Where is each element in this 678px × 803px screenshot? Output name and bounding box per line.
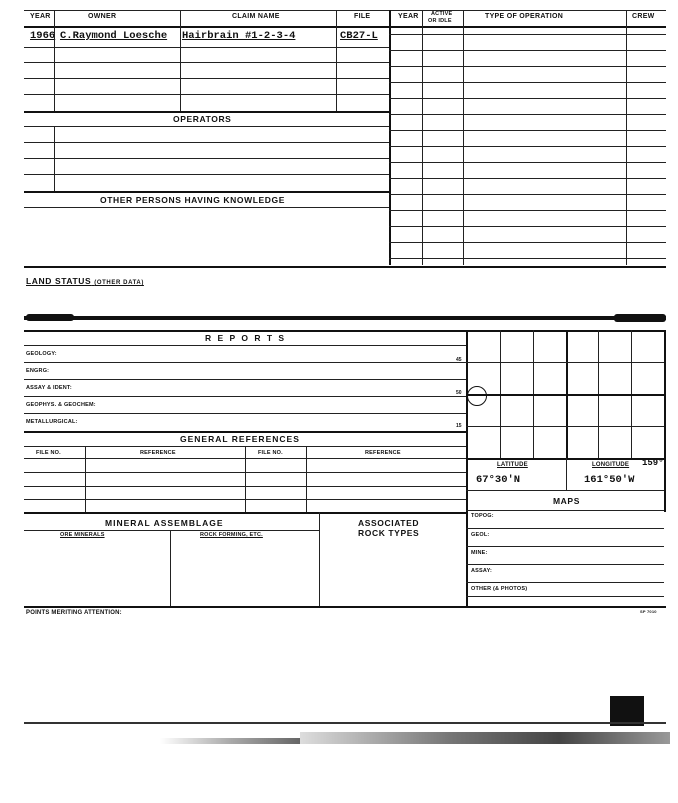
col-header-type-of-operation: TYPE OF OPERATION bbox=[485, 13, 564, 20]
maps-heading: MAPS bbox=[553, 496, 580, 506]
rule bbox=[180, 10, 181, 26]
entry-year: 1966 bbox=[30, 30, 56, 42]
ink-mark bbox=[26, 314, 74, 321]
grid-line bbox=[466, 510, 664, 511]
land-status-heading bbox=[26, 276, 144, 286]
rule bbox=[24, 379, 466, 380]
land-status-sub: (OTHER DATA) bbox=[94, 280, 144, 286]
rule bbox=[389, 178, 666, 179]
grid-line bbox=[466, 596, 664, 597]
entry-owner: C.Raymond Loesche bbox=[60, 30, 168, 42]
rule bbox=[24, 530, 319, 531]
rule bbox=[24, 345, 466, 346]
rule bbox=[54, 10, 55, 26]
ref-header-reference-2: REFERENCE bbox=[365, 450, 401, 456]
associated-rock-types-line2: ROCK TYPES bbox=[358, 528, 420, 538]
rule bbox=[389, 242, 666, 243]
rule bbox=[24, 431, 466, 433]
rule bbox=[24, 362, 466, 363]
rule bbox=[180, 26, 181, 112]
maps-other: OTHER (& PHOTOS) bbox=[471, 586, 528, 592]
grid-line bbox=[466, 564, 664, 565]
grid-line bbox=[466, 490, 664, 491]
rule bbox=[24, 142, 389, 143]
rule bbox=[24, 10, 666, 11]
ref-header-reference-1: REFERENCE bbox=[140, 450, 176, 456]
rule bbox=[54, 126, 55, 192]
rule bbox=[24, 126, 389, 127]
rule bbox=[24, 62, 389, 63]
maps-assay: ASSAY: bbox=[471, 568, 493, 574]
grid-line bbox=[466, 528, 664, 529]
maps-topog: TOPOG: bbox=[471, 513, 494, 519]
latitude-label: LATITUDE bbox=[497, 462, 528, 468]
rule bbox=[389, 162, 666, 163]
grid-line bbox=[466, 426, 664, 427]
rule bbox=[24, 78, 389, 79]
rule bbox=[24, 47, 389, 48]
rule bbox=[24, 266, 666, 268]
rule bbox=[54, 26, 55, 112]
col-header-file: FILE bbox=[354, 13, 371, 20]
land-status-label: LAND STATUS bbox=[26, 276, 92, 286]
grid-line bbox=[566, 458, 567, 490]
rule bbox=[24, 207, 389, 208]
rule bbox=[24, 94, 389, 95]
rule bbox=[24, 512, 466, 514]
points-meriting-attention: POINTS MERITING ATTENTION: bbox=[26, 610, 122, 616]
report-metallurgical: METALLURGICAL: bbox=[26, 419, 78, 425]
col-header-year-2: YEAR bbox=[398, 13, 419, 20]
report-geology: GEOLOGY: bbox=[26, 351, 57, 357]
ref-header-file-no-2: FILE NO. bbox=[258, 450, 283, 456]
col-header-owner: OWNER bbox=[88, 13, 117, 20]
rule bbox=[24, 26, 666, 28]
ore-minerals-heading: ORE MINERALS bbox=[60, 532, 105, 538]
rule bbox=[170, 530, 171, 606]
grid-line bbox=[466, 458, 664, 460]
scan-noise bbox=[160, 738, 300, 744]
maps-geol: GEOL: bbox=[471, 532, 490, 538]
grid-number-15: 15 bbox=[456, 423, 462, 429]
grid-number-50: 50 bbox=[456, 390, 462, 396]
ref-header-file-no-1: FILE NO. bbox=[36, 450, 61, 456]
rule bbox=[24, 499, 466, 500]
rule bbox=[389, 146, 666, 147]
longitude-value: 161°50'W bbox=[584, 474, 635, 486]
general-references-heading: GENERAL REFERENCES bbox=[180, 434, 300, 444]
rule bbox=[389, 114, 666, 115]
rule bbox=[24, 413, 466, 414]
grid-line bbox=[466, 582, 664, 583]
rule bbox=[306, 446, 307, 512]
rule bbox=[389, 34, 666, 35]
rule bbox=[24, 396, 466, 397]
rule bbox=[24, 330, 666, 332]
col-header-crew: CREW bbox=[632, 13, 655, 20]
rule bbox=[389, 194, 666, 195]
section-bar bbox=[24, 316, 666, 320]
report-engrg: ENGRG: bbox=[26, 368, 50, 374]
bottom-rule bbox=[24, 722, 666, 724]
rule bbox=[389, 210, 666, 211]
rule bbox=[85, 446, 86, 512]
entry-claim-name: Hairbrain #1-2-3-4 bbox=[182, 30, 296, 42]
grid-line bbox=[466, 362, 664, 363]
rule bbox=[389, 258, 666, 259]
entry-file: CB27-L bbox=[340, 30, 378, 42]
rule bbox=[24, 486, 466, 487]
rule bbox=[24, 472, 466, 473]
maps-mine: MINE: bbox=[471, 550, 488, 556]
rule bbox=[245, 446, 246, 512]
other-persons-heading: OTHER PERSONS HAVING KNOWLEDGE bbox=[100, 195, 286, 205]
rule bbox=[24, 158, 389, 159]
rule bbox=[389, 66, 666, 67]
col-header-year: YEAR bbox=[30, 13, 51, 20]
grid-line bbox=[664, 330, 666, 512]
rule bbox=[389, 98, 666, 99]
rule bbox=[24, 174, 389, 175]
longitude-note: 159° bbox=[642, 458, 664, 468]
rule bbox=[389, 130, 666, 131]
rule bbox=[24, 606, 666, 608]
grid-line bbox=[466, 394, 664, 396]
rule bbox=[336, 10, 337, 26]
rule bbox=[389, 50, 666, 51]
reports-heading: R E P O R T S bbox=[205, 333, 287, 343]
rule bbox=[389, 82, 666, 83]
col-header-active-2: OR IDLE bbox=[428, 18, 452, 24]
rule bbox=[389, 226, 666, 227]
rock-forming-heading: ROCK FORMING, ETC. bbox=[200, 532, 263, 538]
rule bbox=[319, 512, 320, 606]
operators-heading: OPERATORS bbox=[173, 114, 232, 124]
rule bbox=[24, 191, 389, 193]
report-assay: ASSAY & IDENT: bbox=[26, 385, 72, 391]
latitude-value: 67°30'N bbox=[476, 474, 521, 486]
ink-mark bbox=[614, 314, 666, 322]
report-geophys: GEOPHYS. & GEOCHEM: bbox=[26, 402, 96, 408]
associated-rock-types-line1: ASSOCIATED bbox=[358, 518, 420, 528]
col-header-active-1: ACTIVE bbox=[431, 11, 453, 17]
form-number: SP 7010 bbox=[640, 609, 657, 614]
grid-number-45: 45 bbox=[456, 357, 462, 363]
rule bbox=[336, 26, 337, 112]
scan-noise bbox=[300, 732, 670, 744]
location-circle-mark bbox=[467, 386, 487, 406]
col-header-claim-name: CLAIM NAME bbox=[232, 13, 280, 20]
grid-line bbox=[466, 546, 664, 547]
mineral-assemblage-heading: MINERAL ASSEMBLAGE bbox=[105, 518, 224, 528]
longitude-label: LONGITUDE bbox=[592, 462, 630, 468]
rule bbox=[24, 111, 389, 113]
